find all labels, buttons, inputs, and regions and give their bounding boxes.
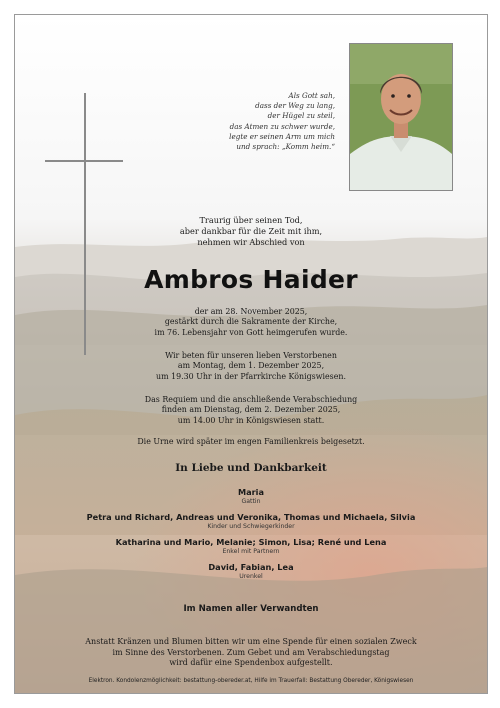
relatives-line: Im Namen aller Verwandten (183, 604, 319, 614)
poem-line: Als Gott sah, (288, 91, 335, 100)
death-info (15, 307, 487, 338)
family-list (15, 487, 487, 587)
intro-line: nehmen wir Abschied von (197, 237, 305, 248)
intro-text (15, 215, 487, 249)
poem-line: und sprach: „Komm heim.“ (236, 142, 335, 152)
family-names: David, Fabian, Lea (208, 562, 294, 572)
poem-line: legte er seinen Arm um mich (229, 131, 335, 141)
cross-horizontal-bar (45, 160, 123, 162)
requiem-line: um 14.00 Uhr in Königswiesen statt. (177, 415, 325, 425)
family-entry (15, 487, 487, 506)
family-entry (15, 512, 487, 531)
family-role: Kinder und Schwiegerkinder (207, 523, 295, 530)
closing-line: Anstatt Kränzen und Blumen bitten wir um eine Spende für einen sozialen Zweck (85, 637, 417, 646)
prayer-info (15, 351, 487, 382)
closing-line: im Sinne des Verstorbenen. Zum Gebet und am Verabschiedungstag (112, 647, 390, 657)
closing-note (15, 637, 487, 669)
family-role: Urenkel (239, 573, 263, 580)
prayer-line: um 19.30 Uhr in der Pfarrkirche Königswiesen. (156, 371, 346, 381)
family-names: Maria (237, 487, 265, 497)
poem (175, 91, 335, 152)
prayer-line: Wir beten für unseren lieben Verstorbenen (165, 351, 337, 360)
deceased-name: Ambros Haider (144, 265, 358, 294)
family-entry (15, 537, 487, 556)
prayer-line: am Montag, dem 1. Dezember 2025, (177, 361, 325, 371)
closing-line: wird dafür eine Spendenbox aufgestellt. (169, 658, 333, 668)
requiem-info (15, 395, 487, 426)
obituary-card (14, 14, 488, 694)
poem-line: das Atmen zu schwer wurde, (229, 121, 335, 131)
requiem-line: finden am Dienstag, dem 2. Dezember 2025, (161, 405, 341, 415)
intro-line: aber dankbar für die Zeit mit ihm, (179, 226, 323, 237)
family-names: Katharina und Mario, Melanie; Simon, Lisa; René und Lena (115, 537, 387, 547)
poem-line: der Hügel zu steil, (267, 111, 335, 121)
family-entry (15, 562, 487, 581)
family-role: Enkel mit Partnern (222, 548, 280, 555)
poem-line: dass der Weg zu lang, (255, 101, 335, 111)
urn-note: Die Urne wird später im engen Familienkreis beigesetzt. (137, 437, 365, 446)
footer-contact: Elektron. Kondolenzmöglichkeit: bestattung-obereder.at, Hilfe im Trauerfall: Bestattung Obereder, Königswiesen (88, 678, 414, 684)
intro-line: Traurig über seinen Tod, (199, 215, 303, 225)
portrait-photo (349, 43, 453, 191)
death-info-line: der am 28. November 2025, (194, 307, 308, 316)
family-names: Petra und Richard, Andreas und Veronika, Thomas und Michaela, Silvia (86, 512, 416, 522)
requiem-line: Das Requiem und die anschließende Verabschiedung (144, 395, 358, 404)
death-info-line: gestärkt durch die Sakramente der Kirche, (164, 317, 338, 327)
love-heading: In Liebe und Dankbarkeit (175, 462, 327, 474)
family-role: Gattin (241, 498, 261, 505)
death-info-line: im 76. Lebensjahr von Gott heimgerufen wurde. (154, 327, 348, 337)
